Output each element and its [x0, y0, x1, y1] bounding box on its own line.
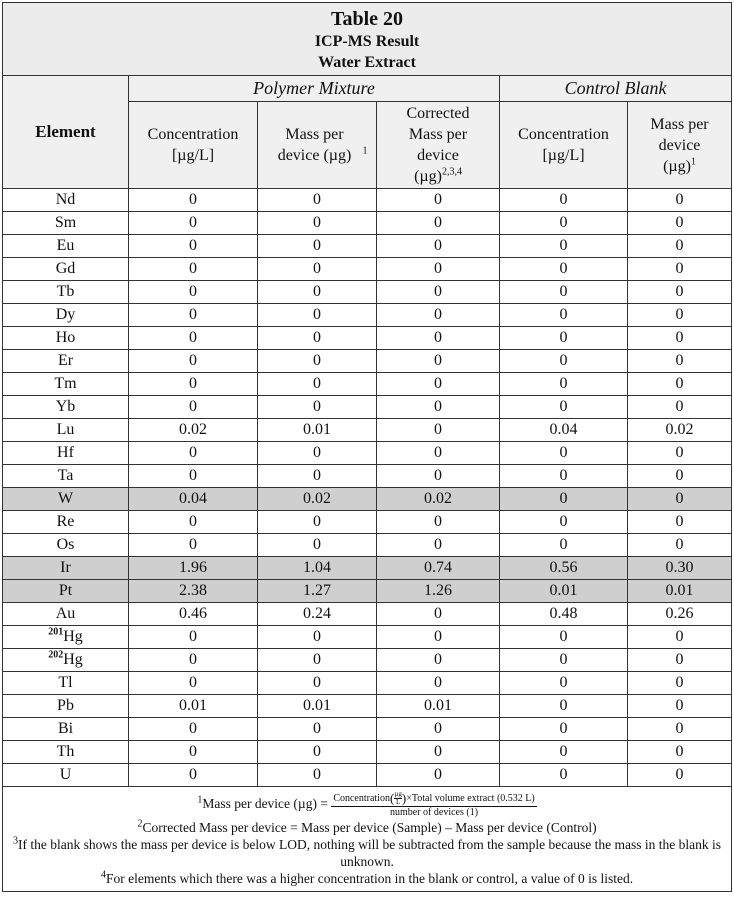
- control-concentration-cell: 0: [500, 212, 628, 235]
- mass-per-device-cell: 0: [258, 465, 377, 488]
- formula-concentration: Concentration: [333, 792, 390, 804]
- table-row: [3, 350, 732, 373]
- table-row: [3, 580, 732, 603]
- corrected-mass-cell: 1.26: [377, 580, 500, 603]
- element-symbol: Bi: [57, 720, 74, 737]
- mass-per-device-cell: 0: [258, 327, 377, 350]
- formula-denominator: number of devices (1): [390, 807, 479, 818]
- element-symbol: U: [59, 766, 72, 783]
- mass-per-device-cell: 0: [258, 212, 377, 235]
- isotope-mass: 202: [48, 649, 64, 661]
- element-cell: [3, 396, 129, 419]
- table-row: [3, 511, 732, 534]
- footnote-ref-1: 1: [362, 145, 368, 157]
- corrected-mass-cell: 0: [377, 304, 500, 327]
- corrected-mass-cell: 0: [377, 373, 500, 396]
- table-row: [3, 189, 732, 212]
- table-row: [3, 419, 732, 442]
- control-concentration-cell: 0: [500, 534, 628, 557]
- mass-per-device-column-header: [258, 102, 377, 189]
- table-row: [3, 718, 732, 741]
- footnote-ref-1-control: 1: [690, 156, 696, 168]
- control-concentration-unit: [µg/L]: [542, 147, 585, 164]
- table-row: [3, 281, 732, 304]
- concentration-cell: 0: [129, 235, 258, 258]
- element-cell: [3, 281, 129, 304]
- control-concentration-cell: 0: [500, 465, 628, 488]
- isotope-mass: 201: [48, 626, 64, 638]
- corrected-mass-column-header: [377, 102, 500, 189]
- control-concentration-cell: 0: [500, 695, 628, 718]
- element-symbol: Hg: [63, 651, 83, 668]
- mass-per-device-cell: 0: [258, 258, 377, 281]
- element-cell: [3, 235, 129, 258]
- control-concentration-cell: 0: [500, 511, 628, 534]
- concentration-cell: 0.01: [129, 695, 258, 718]
- footnote-3: [3, 836, 731, 870]
- concentration-cell: 0: [129, 327, 258, 350]
- control-mass-cell: 0: [628, 212, 732, 235]
- control-concentration-cell: 0: [500, 741, 628, 764]
- concentration-cell: 0: [129, 350, 258, 373]
- element-cell: [3, 511, 129, 534]
- control-mass-cell: 0: [628, 442, 732, 465]
- corrected-mass-cell: 0: [377, 258, 500, 281]
- control-concentration-cell: 0: [500, 672, 628, 695]
- corrected-mass-cell: 0: [377, 281, 500, 304]
- control-concentration-cell: 0: [500, 235, 628, 258]
- mass-per-device-cell: 0: [258, 672, 377, 695]
- control-mass-cell: 0: [628, 304, 732, 327]
- footnote-2-marker: 2: [137, 818, 143, 830]
- control-concentration-cell: 0: [500, 718, 628, 741]
- element-cell: [3, 626, 129, 649]
- control-concentration-cell: 0: [500, 764, 628, 787]
- control-concentration-cell: 0: [500, 442, 628, 465]
- control-concentration-cell: 0.01: [500, 580, 628, 603]
- control-mass-cell: 0: [628, 488, 732, 511]
- control-concentration-cell: 0: [500, 281, 628, 304]
- corrected-mass-cell: 0: [377, 442, 500, 465]
- concentration-cell: 0: [129, 189, 258, 212]
- formula-fraction: [331, 791, 536, 819]
- element-symbol: Au: [55, 605, 76, 622]
- corrected-mass-cell: 0.74: [377, 557, 500, 580]
- control-mass-cell: 0: [628, 741, 732, 764]
- footnote-2: [3, 819, 731, 836]
- element-cell: [3, 672, 129, 695]
- concentration-cell: 0: [129, 373, 258, 396]
- control-mass-cell: 0: [628, 189, 732, 212]
- mass-per-device-cell: 0.02: [258, 488, 377, 511]
- element-cell: [3, 304, 129, 327]
- mass-per-device-cell: 0: [258, 189, 377, 212]
- corrected-mass-cell: 0.01: [377, 695, 500, 718]
- table-row: [3, 373, 732, 396]
- unit-bottom: L: [395, 798, 401, 806]
- control-mass-column-header: [628, 102, 732, 189]
- corrected-mass-cell: 0.02: [377, 488, 500, 511]
- element-cell: [3, 442, 129, 465]
- corrected-mass-cell: 0: [377, 235, 500, 258]
- element-symbol: Er: [57, 352, 74, 369]
- corrected-mass-cell: 0: [377, 350, 500, 373]
- element-symbol: Tb: [56, 283, 75, 300]
- control-mass-cell: 0: [628, 534, 732, 557]
- element-symbol: Pb: [57, 697, 74, 714]
- table-title: Table 20: [331, 8, 404, 30]
- control-mass-cell: 0: [628, 695, 732, 718]
- formula-numerator: Concentration( $\frac{\text{µg}}{L}$ )×Total volume extract (0.532 L): [333, 790, 535, 806]
- control-mass-label-line2: device: [658, 136, 701, 154]
- footnote-4-marker: 4: [100, 869, 106, 881]
- corrected-mass-cell: 0: [377, 534, 500, 557]
- element-cell: [3, 189, 129, 212]
- corrected-mass-cell: 0: [377, 327, 500, 350]
- control-mass-cell: 0: [628, 396, 732, 419]
- control-mass-cell: 0: [628, 258, 732, 281]
- control-concentration-label: Concentration: [518, 126, 609, 143]
- control-mass-cell: 0: [628, 373, 732, 396]
- corrected-label-line4: (µg): [414, 168, 442, 185]
- corrected-mass-cell: 0: [377, 672, 500, 695]
- element-cell: [3, 465, 129, 488]
- mass-per-device-cell: 0: [258, 373, 377, 396]
- mass-per-device-cell: 0: [258, 741, 377, 764]
- corrected-mass-cell: 0: [377, 764, 500, 787]
- concentration-column-header: [129, 102, 258, 189]
- element-symbol: Th: [56, 743, 75, 760]
- control-mass-cell: 0: [628, 626, 732, 649]
- element-symbol: Ta: [57, 467, 74, 484]
- control-mass-cell: 0: [628, 764, 732, 787]
- concentration-label: Concentration: [147, 126, 239, 143]
- table-row: [3, 304, 732, 327]
- footnote-1-label: Mass per device (µg) =: [202, 796, 328, 812]
- concentration-cell: 0: [129, 672, 258, 695]
- control-mass-cell: 0: [628, 327, 732, 350]
- table-subtitle-2: Water Extract: [318, 54, 416, 71]
- element-symbol: Nd: [55, 191, 76, 208]
- control-concentration-cell: 0: [500, 304, 628, 327]
- element-cell: [3, 718, 129, 741]
- unit-fraction: [394, 791, 402, 806]
- footnote-1: [3, 791, 731, 819]
- mass-per-device-cell: 0: [258, 649, 377, 672]
- control-mass-label-line1: Mass per: [650, 115, 709, 133]
- element-symbol: Ho: [55, 329, 76, 346]
- corrected-label-line3: device: [417, 147, 459, 164]
- table-row: [3, 741, 732, 764]
- table-row: [3, 327, 732, 350]
- mass-per-device-cell: 1.27: [258, 580, 377, 603]
- table-subtitle-1: ICP-MS Result: [314, 33, 420, 50]
- footnote-2-text: Corrected Mass per device = Mass per device (Sample) – Mass per device (Control): [142, 820, 597, 835]
- concentration-cell: 0: [129, 718, 258, 741]
- footnotes: [3, 787, 732, 892]
- concentration-cell: 2.38: [129, 580, 258, 603]
- control-mass-cell: 0.01: [628, 580, 732, 603]
- control-concentration-cell: 0: [500, 189, 628, 212]
- corrected-mass-cell: 0: [377, 718, 500, 741]
- footnote-4-text: For elements which there was a higher concentration in the blank or control, a value of 0 is listed.: [105, 871, 634, 886]
- concentration-cell: 0.02: [129, 419, 258, 442]
- control-mass-cell: 0.26: [628, 603, 732, 626]
- control-mass-cell: 0.30: [628, 557, 732, 580]
- control-mass-cell: 0.02: [628, 419, 732, 442]
- mass-per-device-cell: 0: [258, 764, 377, 787]
- element-cell: [3, 534, 129, 557]
- element-symbol: Gd: [55, 260, 76, 277]
- element-cell: [3, 695, 129, 718]
- table-row: [3, 649, 732, 672]
- table-row: [3, 626, 732, 649]
- table-row: [3, 235, 732, 258]
- table-row: [3, 534, 732, 557]
- control-blank-group-header: Control Blank: [500, 76, 732, 102]
- concentration-unit: [µg/L]: [171, 147, 215, 164]
- concentration-cell: 0: [129, 212, 258, 235]
- concentration-cell: 0: [129, 534, 258, 557]
- control-mass-cell: 0: [628, 350, 732, 373]
- concentration-cell: 0: [129, 442, 258, 465]
- concentration-cell: 0: [129, 741, 258, 764]
- table-row: [3, 764, 732, 787]
- element-symbol: Tl: [58, 674, 73, 691]
- element-symbol: Lu: [56, 421, 75, 438]
- table-row: [3, 212, 732, 235]
- mass-per-device-cell: 0.24: [258, 603, 377, 626]
- concentration-cell: 0: [129, 281, 258, 304]
- control-mass-cell: 0: [628, 465, 732, 488]
- element-symbol: Tm: [54, 375, 77, 392]
- table-title-cell: [3, 3, 732, 76]
- footnote-4: [3, 870, 731, 887]
- concentration-cell: 0.46: [129, 603, 258, 626]
- mass-per-device-cell: 0: [258, 304, 377, 327]
- table-row: [3, 258, 732, 281]
- element-symbol: Dy: [55, 306, 76, 323]
- mass-per-device-cell: 0: [258, 281, 377, 304]
- table-row: [3, 442, 732, 465]
- footnote-3-text: If the blank shows the mass per device is below LOD, nothing will be subtracted from the sample because the mass in the blank is unknown.: [18, 837, 722, 869]
- element-symbol: Pt: [58, 582, 73, 599]
- concentration-cell: 0.04: [129, 488, 258, 511]
- element-cell: [3, 488, 129, 511]
- control-concentration-cell: 0.04: [500, 419, 628, 442]
- results-table: [2, 2, 732, 892]
- corrected-mass-cell: 0: [377, 465, 500, 488]
- table-row: [3, 695, 732, 718]
- polymer-mixture-group-header: Polymer Mixture: [129, 76, 500, 102]
- control-concentration-cell: 0: [500, 258, 628, 281]
- corrected-mass-cell: 0: [377, 396, 500, 419]
- unit-top: µg: [394, 790, 402, 798]
- mass-per-device-cell: 0.01: [258, 419, 377, 442]
- element-symbol: Hg: [63, 628, 83, 645]
- control-concentration-cell: 0: [500, 626, 628, 649]
- mass-per-device-cell: 0: [258, 626, 377, 649]
- footnote-1-marker: 1: [197, 794, 203, 806]
- control-mass-cell: 0: [628, 672, 732, 695]
- corrected-mass-cell: 0: [377, 603, 500, 626]
- element-cell: [3, 258, 129, 281]
- mass-per-device-cell: 0: [258, 442, 377, 465]
- element-cell: [3, 741, 129, 764]
- element-cell: [3, 373, 129, 396]
- mass-per-device-cell: 0: [258, 396, 377, 419]
- table-row: [3, 603, 732, 626]
- mass-per-device-cell: 0.01: [258, 695, 377, 718]
- control-concentration-cell: 0: [500, 373, 628, 396]
- element-column-header: Element: [3, 76, 129, 189]
- control-concentration-cell: 0: [500, 327, 628, 350]
- corrected-label-line2: Mass per: [408, 126, 468, 143]
- mass-per-device-cell: 1.04: [258, 557, 377, 580]
- concentration-cell: 1.96: [129, 557, 258, 580]
- concentration-cell: 0: [129, 649, 258, 672]
- control-mass-label-line3: (µg): [663, 157, 691, 175]
- control-concentration-cell: 0: [500, 350, 628, 373]
- footnote-3-marker: 3: [13, 835, 19, 847]
- control-mass-cell: 0: [628, 511, 732, 534]
- corrected-label-line1: Corrected: [406, 105, 470, 122]
- corrected-mass-cell: 0: [377, 649, 500, 672]
- element-symbol: Yb: [55, 398, 76, 415]
- element-cell: [3, 580, 129, 603]
- corrected-mass-cell: 0: [377, 212, 500, 235]
- footnote-ref-2-3-4: 2,3,4: [441, 166, 462, 178]
- mass-per-device-cell: 0: [258, 718, 377, 741]
- control-mass-cell: 0: [628, 235, 732, 258]
- control-concentration-cell: 0: [500, 649, 628, 672]
- concentration-cell: 0: [129, 258, 258, 281]
- corrected-mass-cell: 0: [377, 419, 500, 442]
- element-cell: [3, 603, 129, 626]
- element-cell: [3, 350, 129, 373]
- mass-per-device-cell: 0: [258, 534, 377, 557]
- table-row: [3, 465, 732, 488]
- concentration-cell: 0: [129, 511, 258, 534]
- control-mass-cell: 0: [628, 281, 732, 304]
- mass-per-device-cell: 0: [258, 235, 377, 258]
- control-mass-cell: 0: [628, 718, 732, 741]
- concentration-cell: 0: [129, 764, 258, 787]
- element-cell: [3, 212, 129, 235]
- concentration-cell: 0: [129, 626, 258, 649]
- control-concentration-cell: 0: [500, 488, 628, 511]
- corrected-mass-cell: 0: [377, 511, 500, 534]
- control-mass-cell: 0: [628, 649, 732, 672]
- table-row: [3, 396, 732, 419]
- formula-volume: ×Total volume extract (0.532 L): [406, 792, 535, 804]
- element-symbol: Os: [56, 536, 75, 553]
- element-symbol: Re: [56, 513, 75, 530]
- concentration-cell: 0: [129, 465, 258, 488]
- corrected-mass-cell: 0: [377, 626, 500, 649]
- element-cell: [3, 419, 129, 442]
- element-symbol: W: [57, 490, 74, 507]
- mass-per-device-cell: 0: [258, 350, 377, 373]
- control-concentration-cell: 0: [500, 396, 628, 419]
- element-symbol: Sm: [54, 214, 77, 231]
- table-row: [3, 557, 732, 580]
- corrected-mass-cell: 0: [377, 741, 500, 764]
- concentration-cell: 0: [129, 396, 258, 419]
- table-row: [3, 672, 732, 695]
- control-concentration-column-header: [500, 102, 628, 189]
- concentration-cell: 0: [129, 304, 258, 327]
- corrected-mass-cell: 0: [377, 189, 500, 212]
- element-cell: [3, 764, 129, 787]
- mass-per-device-cell: 0: [258, 511, 377, 534]
- element-cell: [3, 557, 129, 580]
- element-symbol: Ir: [60, 559, 71, 576]
- element-symbol: Hf: [57, 444, 74, 461]
- element-symbol: Eu: [56, 237, 75, 254]
- control-concentration-cell: 0.56: [500, 557, 628, 580]
- control-concentration-cell: 0.48: [500, 603, 628, 626]
- element-cell: [3, 327, 129, 350]
- element-cell: [3, 649, 129, 672]
- mass-per-device-label: Mass per device (µg): [277, 126, 352, 164]
- table-row: [3, 488, 732, 511]
